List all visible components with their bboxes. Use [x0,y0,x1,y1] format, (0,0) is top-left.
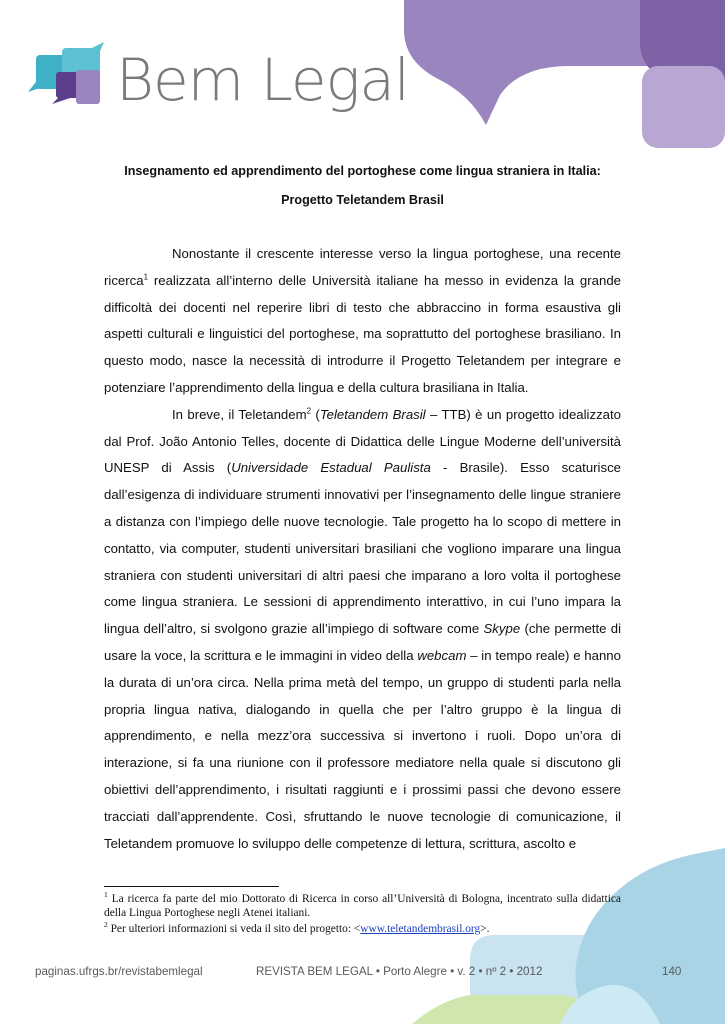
paragraph-1 [104,241,621,402]
p2-text-f: – in tempo reale) e hanno la durata di un’ora circa. Nella prima metà del tempo, un gruppo di studenti parla nella propria lingua nativa, dialogando in quella che per l’altro gruppo è la lingua di apprendimento, e nella mezz’ora successiva si invertono i ruoli. Dopo un’ora di interazione, si fa una riunione con il professore mediatore nella quale si discutono gli obiettivi dell’apprendimento, i risultati raggiunti e i prossimi passi che devono essere tracciati dall’apprendente. Così, sfruttando le nuove tecnologie di comunicazione, il Teletandem promuove lo sviluppo delle competenze di lettura, scrittura, ascolto e [104,647,621,851]
p1-text-b: realizzata all’interno delle Università italiane ha messo in evidenza la grande difficoltà dei docenti nel reperire libri di testo che abbraccino in forma esaustiva gli aspetti culturali e linguistici del portoghese, ma soprattutto del portoghese brasiliano. In questo modo, nasce la necessità di introdurre il Progetto Teletandem per integrare e potenziare l’apprendimento della lingua e della cultura brasiliana in Italia. [104,272,621,395]
p2-text-a: In breve, il Teletandem [172,406,307,422]
p2-text-d: - Brasile). Esso scaturisce dall’esigenza di individuare strumenti innovativi per l’insegnamento delle lingue straniere a distanza con l’impiego delle nuove tecnologie. Tale progetto ha lo scopo di mettere in contatto, via computer, studenti universitari brasiliani che vogliono imparare una lingua straniera con studenti universitari di altri paesi che imparano a loro volta il portoghese come lingua straniera. Le sessioni di apprendimento interattivo, in cui l’uno impara la lingua dell’altro, si svolgono grazie all’impiego di software come [104,460,621,637]
p2-italic-unesp: Universidade Estadual Paulista [231,460,431,476]
p2-italic-webcam: webcam [417,647,467,663]
logo-text: Bem Legal [116,46,410,114]
footnote-2-number: 2 [104,920,108,930]
page-number: 140 [662,965,682,978]
footer-journal: REVISTA BEM LEGAL • Porto Alegre • v. 2 • nº 2 • 2012 [256,965,543,978]
paragraph-2 [104,402,621,858]
article-title: Insegnamento ed apprendimento del portoghese come lingua straniera in Italia: [124,164,601,178]
teletandem-link[interactable]: www.teletandembrasil.org [360,923,481,935]
p2-italic-ttb: Teletandem Brasil [319,406,426,422]
footnote-ref-2[interactable]: 2 [306,406,312,416]
footnote-1 [104,890,621,920]
p2-text-e: (che permette di usare la voce, la scrittura e le immagini in video della [104,621,621,663]
p2-text-b: ( [311,406,320,422]
article-subtitle: Progetto Teletandem Brasil [281,193,444,207]
footnote-ref-1[interactable]: 1 [143,272,149,282]
footnote-divider [104,886,279,887]
footnote-2-text-end: >. [480,923,490,935]
footer-url: paginas.ufrgs.br/revistabemlegal [35,965,203,978]
p2-text-c: – TTB) è un progetto idealizzato dal Prof. João Antonio Telles, docente di Didattica delle Lingue Moderne dell’università UNESP di Assis ( [104,406,621,476]
article-body [104,241,621,857]
footnote-2-text: Per ulteriori informazioni si veda il sito del progetto: < [107,923,361,935]
footnote-1-number: 1 [104,890,108,900]
footnote-1-text: La ricerca fa parte del mio Dottorato di Ricerca in corso all’Università di Bologna, incentrato sulla didattica della Lingua Portoghese negli Atenei italiani. [104,893,621,919]
p1-text-a: Nonostante il crescente interesse verso la lingua portoghese, una recente ricerca [104,246,621,288]
p2-italic-skype: Skype [483,621,521,637]
logo-mark-icon [28,42,104,104]
top-bubble-light [642,66,725,148]
footnote-2 [104,920,621,937]
